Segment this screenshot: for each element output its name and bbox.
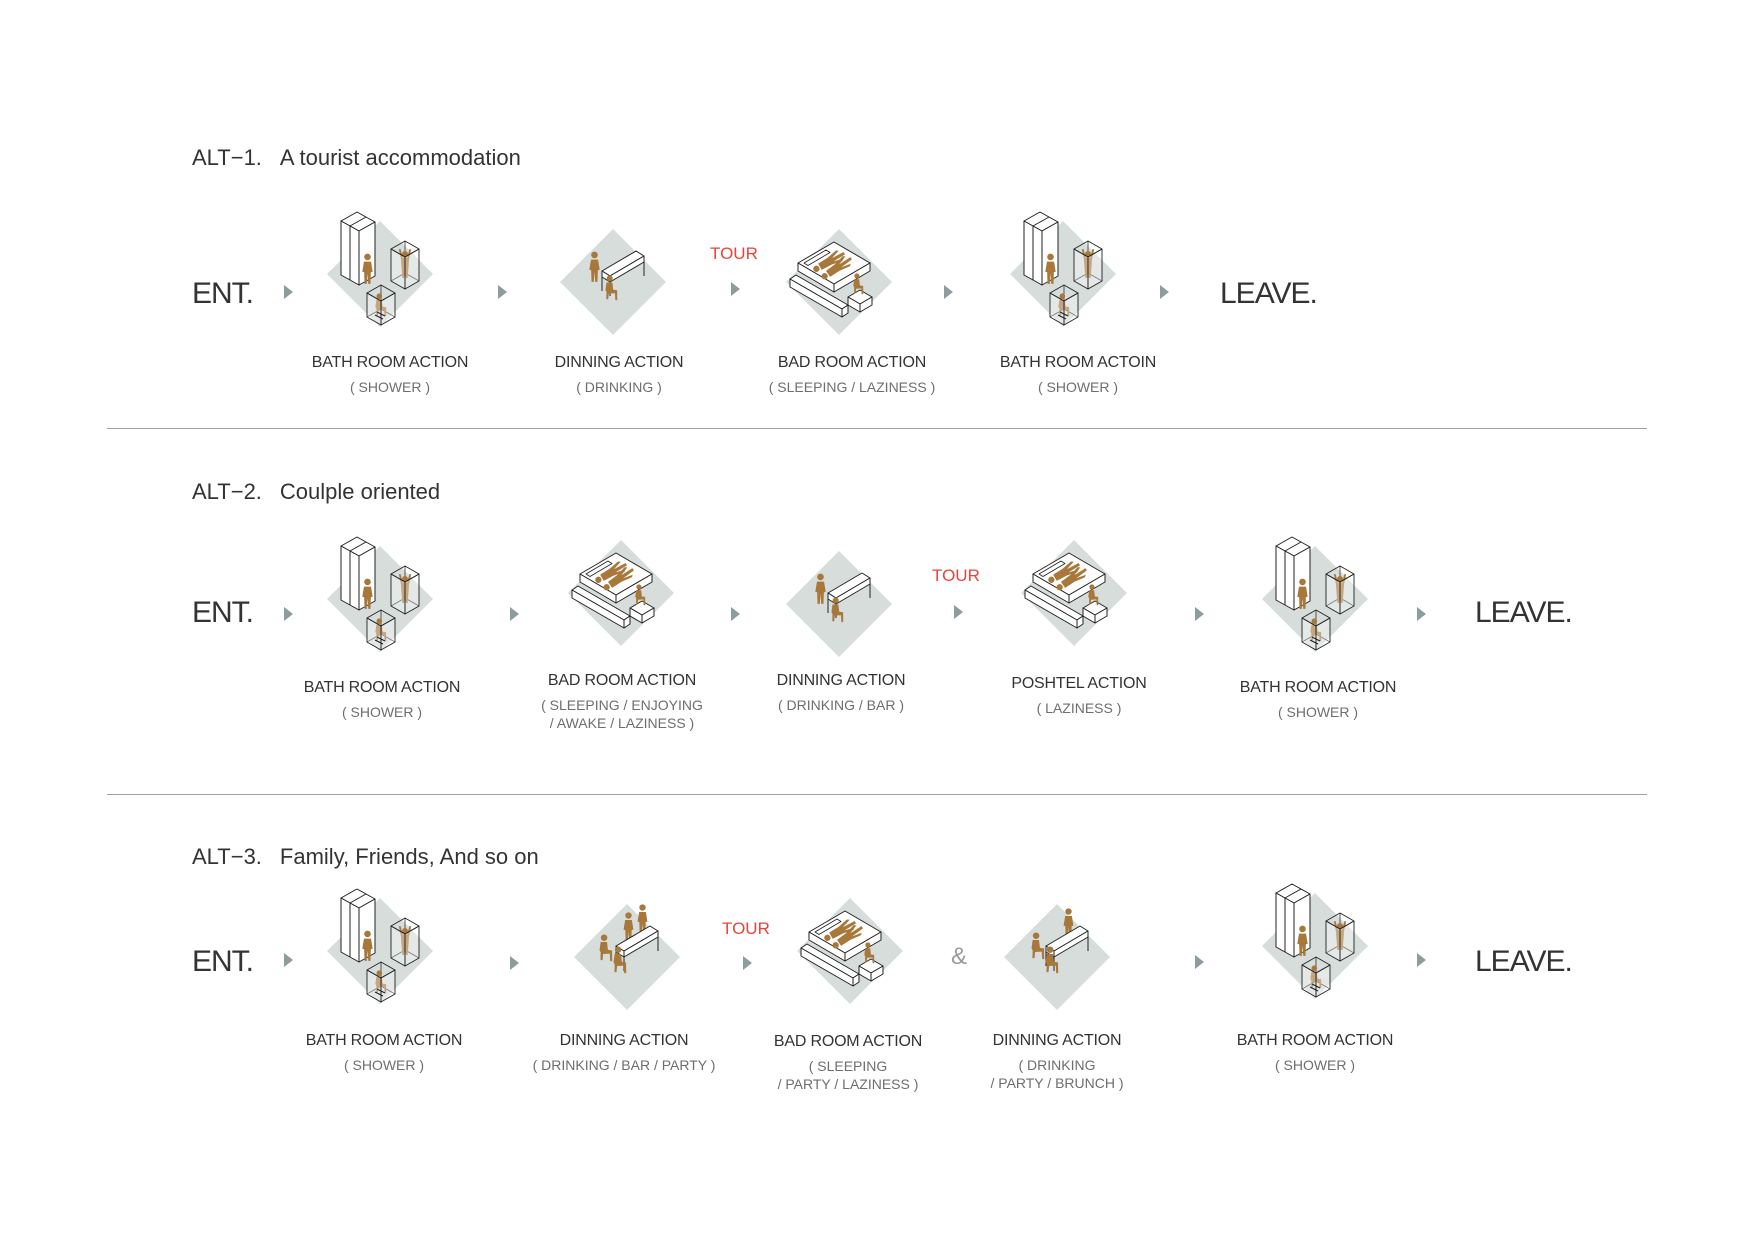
step-detail: ( LAZINESS )	[1036, 700, 1122, 716]
step-title: BAD ROOM ACTION	[547, 672, 697, 689]
alt-3-code: ALT−3.	[192, 844, 262, 869]
leave-label: LEAVE.	[1475, 596, 1572, 629]
alt-2-code: ALT−2.	[192, 479, 262, 504]
flow-arrow-icon	[1195, 955, 1204, 969]
bed-room-icon	[546, 518, 696, 668]
bed-room-icon	[775, 876, 925, 1026]
step-detail: ( SHOWER )	[1037, 379, 1119, 395]
step-detail: ( DRINKING	[1018, 1057, 1096, 1073]
step-detail: ( SHOWER )	[341, 704, 423, 720]
flow-arrow-icon	[954, 605, 963, 619]
step-title: BATH ROOM ACTION	[1239, 679, 1397, 696]
step-title: BATH ROOM ACTION	[311, 354, 469, 371]
bath-room-icon	[988, 199, 1138, 349]
step-label	[968, 353, 1188, 396]
step-label	[738, 1032, 958, 1093]
step-detail: ( SLEEPING / LAZINESS )	[768, 379, 936, 395]
leave-label: LEAVE.	[1475, 945, 1572, 978]
flow-arrow-icon	[510, 607, 519, 621]
entrance-label: ENT.	[192, 945, 254, 978]
flow-arrow-icon	[731, 282, 740, 296]
flow-arrow-icon	[284, 607, 293, 621]
step-detail: ( SHOWER )	[1274, 1057, 1356, 1073]
step-title: BATH ROOM ACTION	[1236, 1032, 1394, 1049]
step-detail: ( DRINKING / BAR / PARTY )	[532, 1057, 716, 1073]
step-title: DINNING ACTION	[554, 354, 684, 371]
and-connector: &	[951, 943, 968, 970]
alt-1-title	[192, 145, 521, 171]
step-detail: ( SLEEPING / ENJOYING	[541, 697, 703, 713]
step-label	[274, 1031, 494, 1074]
step-detail: / PARTY / LAZINESS )	[777, 1076, 919, 1092]
step-detail: ( DRINKING / BAR )	[777, 697, 904, 713]
step-label	[731, 671, 951, 714]
step-label	[280, 353, 500, 396]
step-label	[1208, 678, 1428, 721]
step-title: POSHTEL ACTION	[1011, 675, 1147, 692]
step-label	[1205, 1031, 1425, 1074]
step-detail: / PARTY / BRUNCH )	[990, 1075, 1124, 1091]
step-title: DINNING ACTION	[559, 1032, 689, 1049]
step-detail: / AWAKE / LAZINESS )	[549, 715, 695, 731]
entrance-label: ENT.	[192, 596, 254, 629]
step-label	[742, 353, 962, 396]
bath-room-icon	[305, 876, 455, 1026]
section-divider	[107, 428, 1647, 429]
flow-arrow-icon	[743, 956, 752, 970]
step-detail: ( SHOWER )	[1277, 704, 1359, 720]
alt-1-name: A tourist accommodation	[279, 145, 521, 170]
step-label	[272, 678, 492, 721]
alt-3-title	[192, 844, 539, 870]
flow-arrow-icon	[284, 285, 293, 299]
step-detail: ( SLEEPING	[808, 1058, 888, 1074]
alt-3-name: Family, Friends, And so on	[279, 844, 539, 869]
flow-arrow-icon	[1160, 285, 1169, 299]
flow-arrow-icon	[284, 953, 293, 967]
entrance-label: ENT.	[192, 277, 254, 310]
tour-label: TOUR	[932, 566, 980, 585]
step-title: BATH ROOM ACTION	[303, 679, 461, 696]
flow-arrow-icon	[731, 607, 740, 621]
leave-label: LEAVE.	[1220, 277, 1317, 310]
flow-arrow-icon	[944, 285, 953, 299]
bath-room-icon	[1240, 871, 1390, 1021]
step-title: BAD ROOM ACTION	[777, 354, 927, 371]
bath-room-icon	[1240, 524, 1390, 674]
bed-room-icon	[999, 518, 1149, 668]
bath-room-icon	[305, 199, 455, 349]
tour-label: TOUR	[722, 919, 770, 938]
dining-icon	[552, 882, 702, 1032]
step-title: BAD ROOM ACTION	[773, 1033, 923, 1050]
tour-label: TOUR	[710, 244, 758, 263]
step-label	[512, 671, 732, 732]
step-title: BATH ROOM ACTOIN	[999, 354, 1157, 371]
step-title: DINNING ACTION	[776, 672, 906, 689]
step-label	[514, 1031, 734, 1074]
dining-icon	[764, 529, 914, 679]
bath-room-icon	[305, 524, 455, 674]
step-label	[947, 1031, 1167, 1092]
step-title: BATH ROOM ACTION	[305, 1032, 463, 1049]
step-detail: ( SHOWER )	[349, 379, 431, 395]
alt-1-code: ALT−1.	[192, 145, 262, 170]
flow-arrow-icon	[498, 285, 507, 299]
flow-arrow-icon	[1195, 607, 1204, 621]
step-detail: ( DRINKING )	[576, 379, 662, 395]
step-label	[509, 353, 729, 396]
step-title: DINNING ACTION	[992, 1032, 1122, 1049]
alt-2-name: Coulple oriented	[279, 479, 441, 504]
step-detail: ( SHOWER )	[343, 1057, 425, 1073]
flow-arrow-icon	[1417, 953, 1426, 967]
section-divider	[107, 794, 1647, 795]
step-label	[969, 674, 1189, 717]
flow-arrow-icon	[510, 956, 519, 970]
bed-room-icon	[764, 207, 914, 357]
dining-icon	[982, 882, 1132, 1032]
dining-icon	[538, 207, 688, 357]
alt-2-title	[192, 479, 440, 505]
flow-arrow-icon	[1417, 607, 1426, 621]
